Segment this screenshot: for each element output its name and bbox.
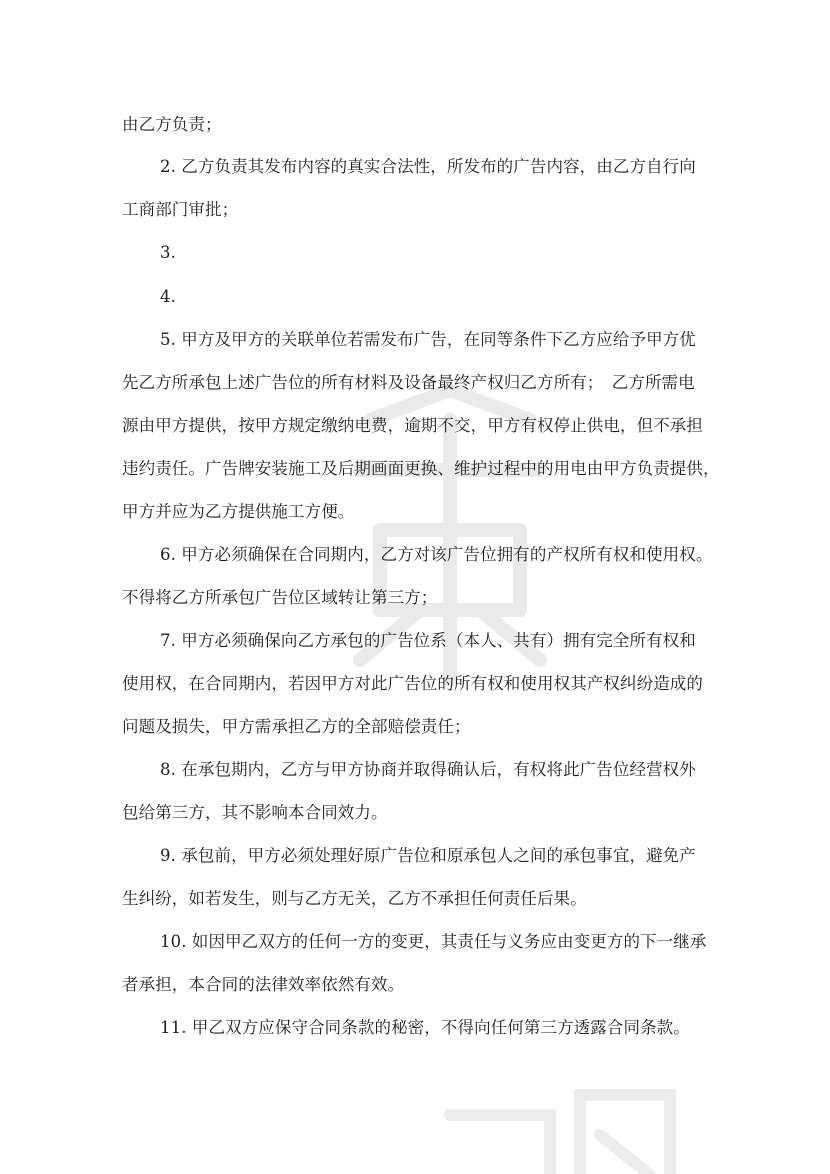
text-line-10: 甲方并应为乙方提供施工方便。 [122, 502, 355, 521]
text-line-15: 问题及损失，甲方需承担乙方的全部赔偿责任； [122, 717, 471, 736]
text-line-2: 2. 乙方负责其发布内容的真实合法性，所发布的广告内容，由乙方自行向 [160, 157, 696, 176]
text-line-19: 生纠纷，如若发生，则与乙方无关，乙方不承担任何责任后果。 [122, 889, 587, 908]
text-line-17: 包给第三方，其不影响本合同效力。 [122, 803, 388, 822]
text-line-13: 7. 甲方必须确保向乙方承包的广告位系（本人、共有）拥有完全所有权和 [160, 631, 696, 650]
text-line-12: 不得将乙方所承包广告位区域转让第三方； [122, 588, 438, 607]
text-line-4: 3. [160, 243, 176, 262]
text-line-8: 源由甲方提供，按甲方规定缴纳电费，逾期不交，甲方有权停止供电，但不承担 [122, 416, 703, 435]
text-line-9: 违约责任。广告牌安装施工及后期画面更换、维护过程中的用电由甲方负责提供， [122, 459, 720, 478]
text-line-6: 5. 甲方及甲方的关联单位若需发布广告，在同等条件下乙方应给予甲方优 [160, 330, 696, 349]
text-line-1: 由乙方负责； [122, 115, 222, 134]
text-line-5: 4. [160, 287, 176, 306]
text-line-20: 10. 如因甲乙双方的任何一方的变更，其责任与义务应由变更方的下一继承 [160, 932, 707, 951]
text-line-16: 8. 在承包期内，乙方与甲方协商并取得确认后，有权将此广告位经营权外 [160, 760, 696, 779]
text-line-21: 者承担，本合同的法律效率依然有效。 [122, 975, 405, 994]
text-line-3: 工商部门审批； [122, 200, 239, 219]
text-line-11: 6. 甲方必须确保在合同期内，乙方对该广告位拥有的产权所有权和使用权。 [160, 545, 713, 564]
watermark-logo-icon-2 [430, 1075, 690, 1174]
text-line-7: 先乙方所承包上述广告位的所有材料及设备最终产权归乙方所有； 乙方所需电 [122, 373, 695, 392]
text-line-18: 9. 承包前，甲方必须处理好原广告位和原承包人之间的承包事宜，避免产 [160, 846, 696, 865]
text-line-14: 使用权，在合同期内，若因甲方对此广告位的所有权和使用权其产权纠纷造成的 [122, 674, 703, 693]
text-line-22: 11. 甲乙双方应保守合同条款的秘密，不得向任何第三方透露合同条款。 [160, 1018, 690, 1037]
